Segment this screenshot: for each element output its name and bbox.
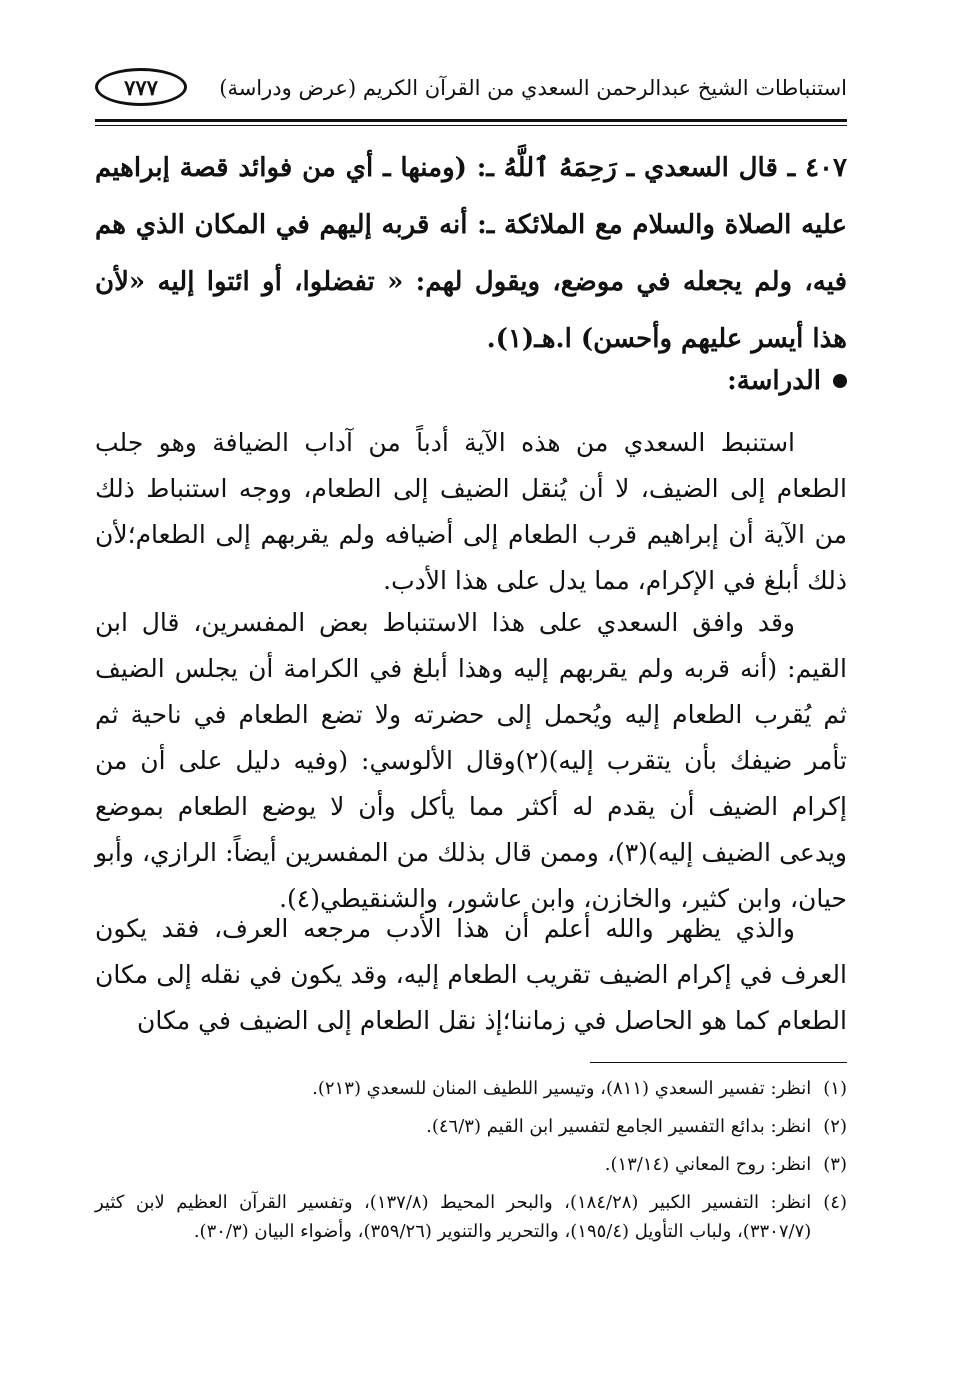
page-header [95, 62, 847, 116]
study-heading-label: الدراسة: [727, 366, 821, 396]
bullet-icon [833, 374, 847, 388]
study-heading [727, 366, 847, 396]
page-number-badge: ٧٧٧ [95, 68, 187, 106]
study-paragraph: وقد وافق السعدي على هذا الاستنباط بعض المفسرين، قال ابن القيم: (أنه قربه ولم يقربهم إليه وهذا أبلغ في الكرامة أن يجلس الضيف ثم يُقرب الطعام إليه ويُحمل إلى حضرته ولا تضع الطعام في ناحية ثم تأمر ضيفك بأن يتقرب إليه)(٢)وقال الألوسي: (وفيه دليل على أن من إكرام الضيف أن يقدم له أكثر مما يأكل وأن لا يوضع الطعام بموضع ويدعى الضيف إليه)(٣)، وممن قال بذلك من المفسرين أيضاً: الرازي، وأبو حيان، وابن كثير، والخازن، وابن عاشور، والشنقيطي(٤). [95, 608, 847, 913]
footnote-number: (٢) [823, 1116, 847, 1137]
footnote-item [95, 1188, 847, 1246]
study-paragraph: استنبط السعدي من هذه الآية أدباً من آداب الضيافة وهو جلب الطعام إلى الضيف، لا أن يُنقل الضيف إلى الطعام، ووجه استنباط ذلك من الآية أن إبراهيم قرب الطعام إلى أضيافه ولم يقربهم إلى الطعام؛لأن ذلك أبلغ في الإكرام، مما يدل على هذا الأدب. [95, 428, 847, 595]
footnote-item [95, 1074, 847, 1103]
footnote-text: انظر: التفسير الكبير (١٨٤/٢٨)، والبحر المحيط (١٣٧/٨)، وتفسير القرآن العظيم لابن كثير (٣٣٠٧/٧)، ولباب التأويل (١٩٥/٤)، والتحرير والتنوير (٣٥٩/٢٦)، وأضواء البيان (٣٠/٣). [95, 1192, 812, 1242]
footnotes [95, 1074, 847, 1255]
footnote-item [95, 1150, 847, 1179]
footnote-number: (٣) [823, 1154, 847, 1175]
footnote-text: انظر: بدائع التفسير الجامع لتفسير ابن القيم (٤٦/٣). [426, 1116, 812, 1137]
footnote-item [95, 1112, 847, 1141]
footnote-text: انظر: تفسير السعدي (٨١١)، وتيسير اللطيف المنان للسعدي (٢١٣). [312, 1078, 812, 1099]
footnote-number: (٤) [823, 1192, 847, 1213]
study-paragraph: والذي يظهر والله أعلم أن هذا الأدب مرجعه العرف، فقد يكون العرف في إكرام الضيف تقريب الطعام إليه، وقد يكون في نقله إلى مكان الطعام كما هو الحاصل في زماننا؛إذ نقل الطعام إلى الضيف في مكان [95, 914, 847, 1035]
footnote-text: انظر: روح المعاني (١٣/١٤). [604, 1154, 812, 1175]
entry-407-text: ٤٠٧ ـ قال السعدي ـ رَحِمَهُ ٱللَّهُ ـ: (ومنها ـ أي من فوائد قصة إبراهيم عليه الصلاة والسلام مع الملائكة ـ: أنه قربه إليهم في المكان الذي هم فيه، ولم يجعله في موضع، ويقول لهم: « تفضلوا، أو ائتوا إليه «لأن هذا أيسر عليهم وأحسن) ا.هـ(١). [95, 153, 847, 354]
header-rule-thin [95, 125, 847, 126]
footnote-separator [590, 1062, 847, 1063]
footnote-number: (١) [823, 1078, 847, 1099]
running-title: استنباطات الشيخ عبدالرحمن السعدي من القرآن الكريم (عرض ودراسة) [219, 76, 847, 100]
header-rule [95, 119, 847, 122]
